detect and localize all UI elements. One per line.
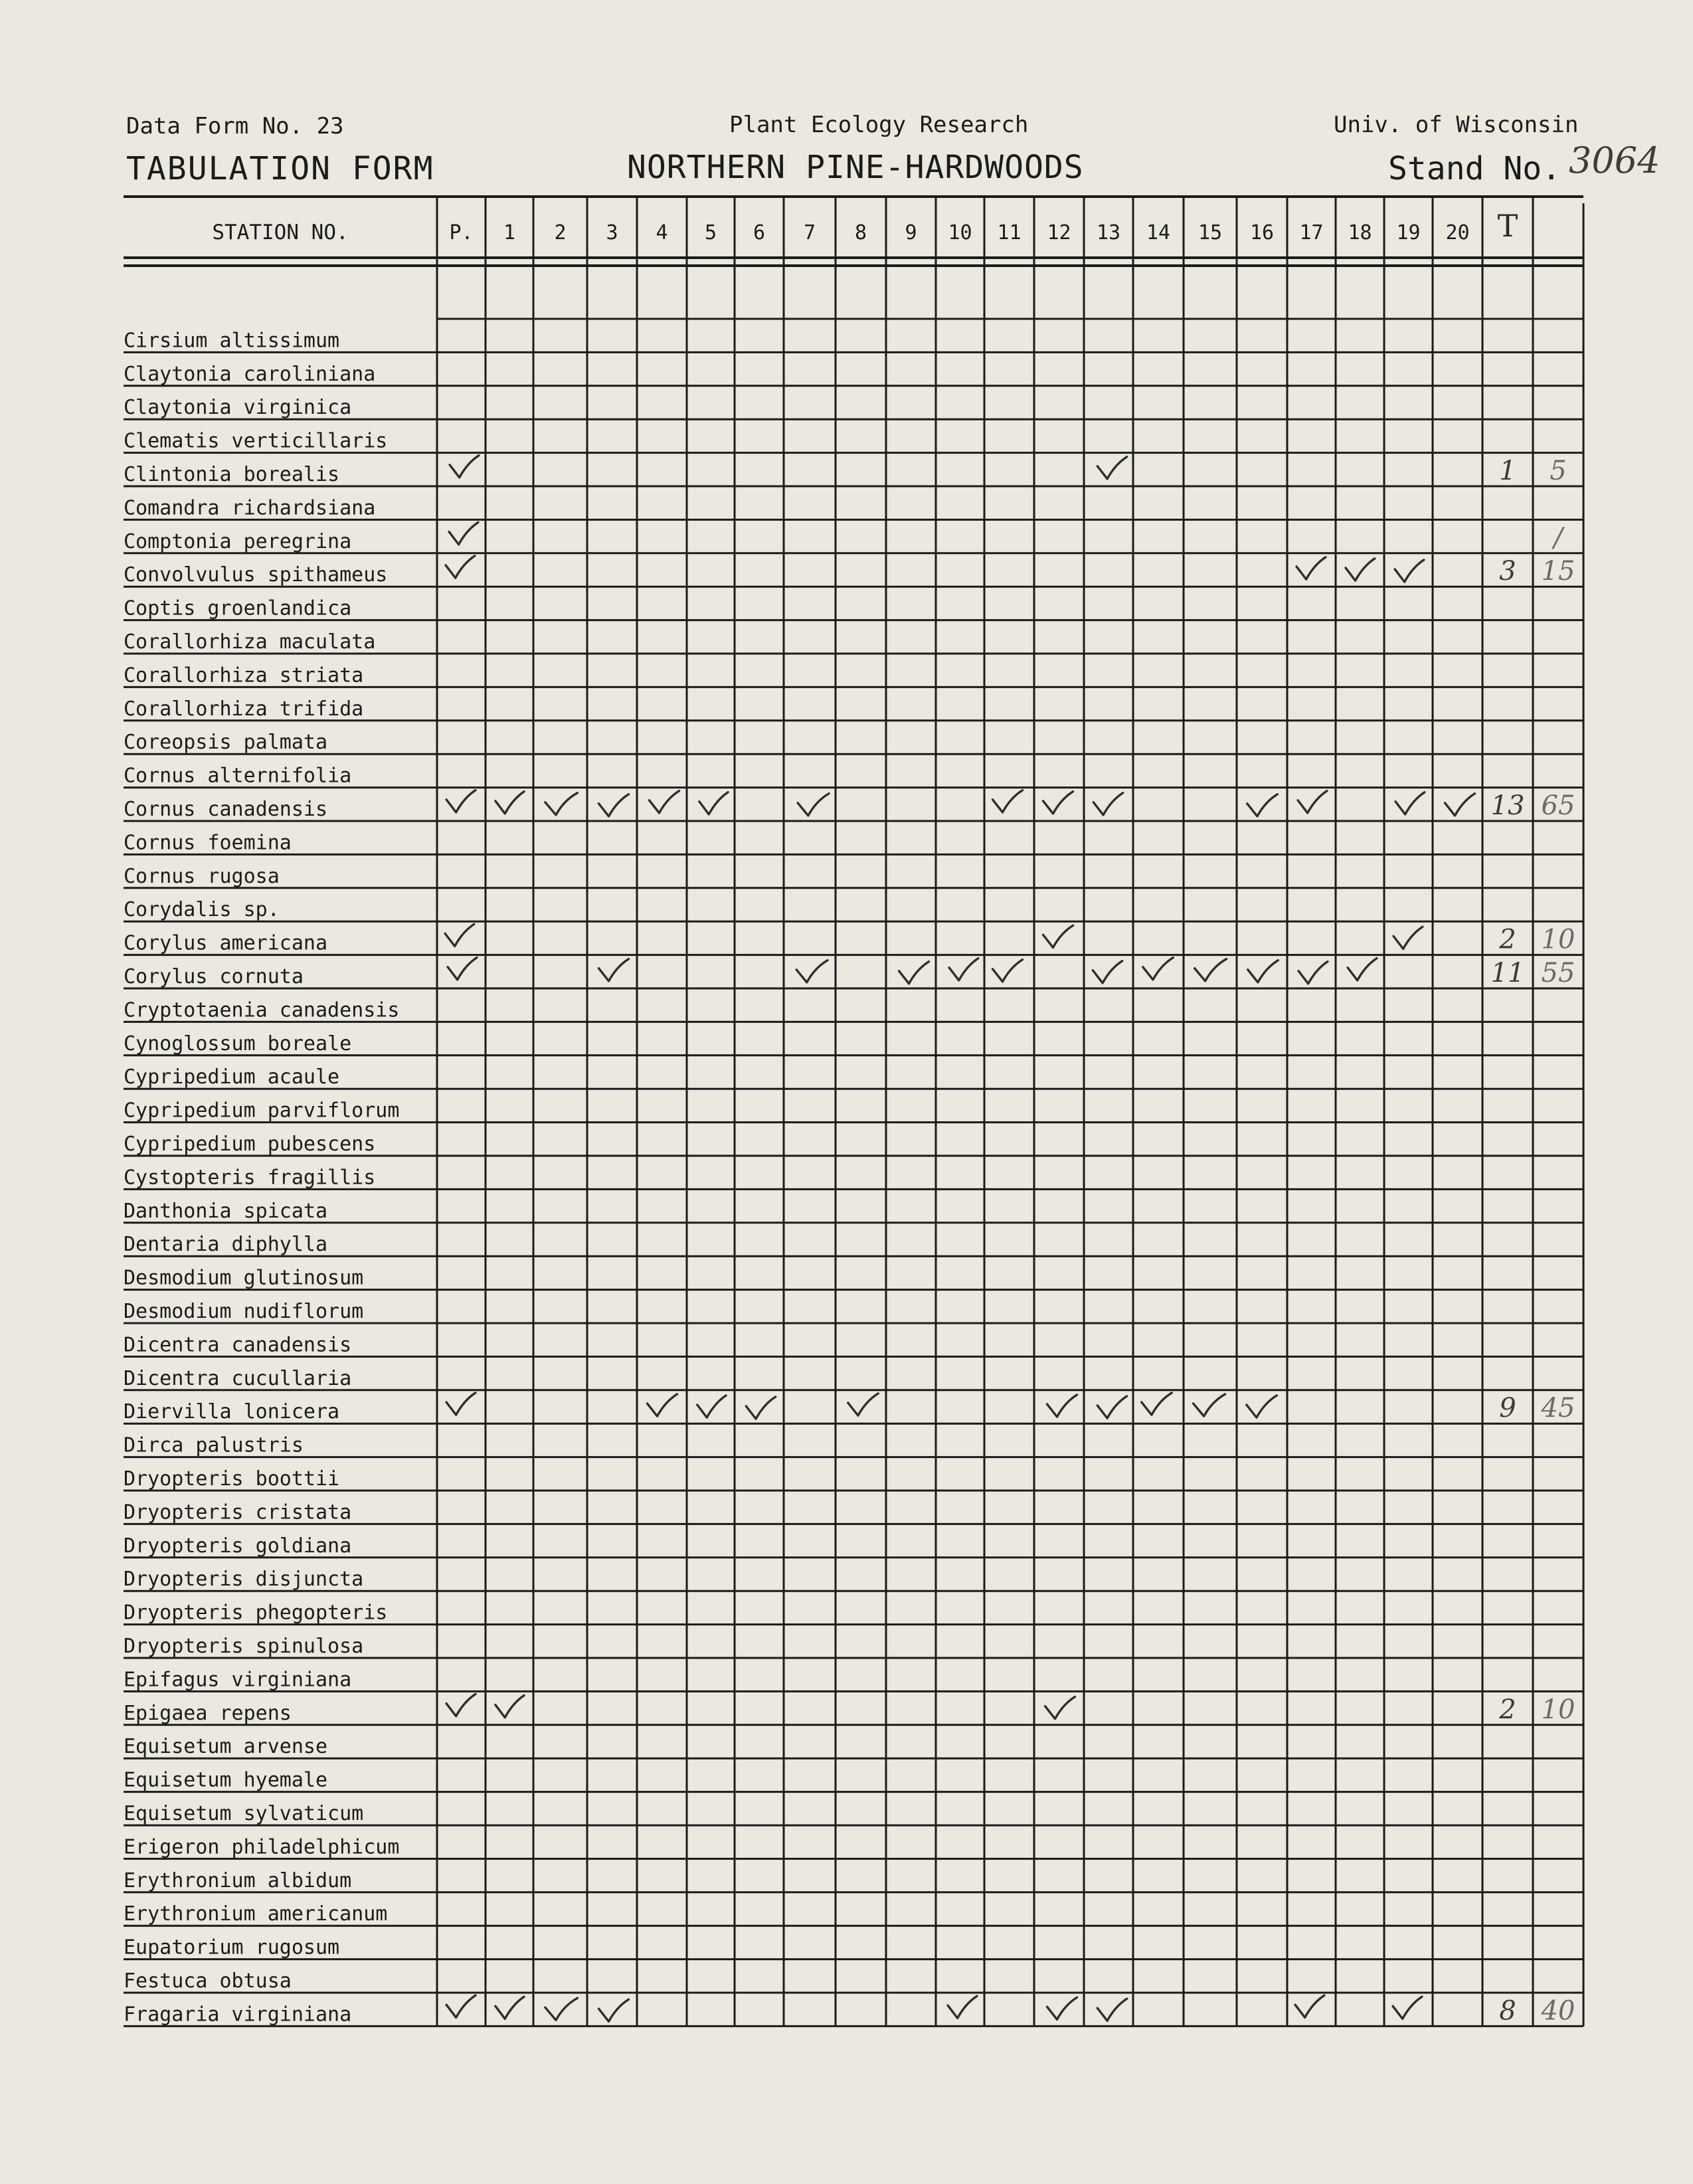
checkmark — [1047, 1997, 1077, 2019]
species-name: Dicentra canadensis — [124, 1333, 352, 1357]
station-col-11: 11 — [997, 221, 1022, 244]
checkmark — [495, 1997, 524, 2019]
species-row — [124, 865, 280, 888]
total-count: 3 — [1499, 556, 1516, 587]
species-row — [124, 556, 1575, 587]
station-col-15: 15 — [1198, 221, 1223, 244]
checkmark — [899, 962, 929, 984]
station-col-18: 18 — [1348, 221, 1372, 244]
species-row — [124, 731, 327, 754]
species-row — [124, 1694, 1575, 1724]
species-row — [124, 1367, 351, 1390]
frequency-percent: 55 — [1541, 958, 1575, 988]
checkmark — [1393, 927, 1423, 949]
frequency-percent: 10 — [1541, 1694, 1575, 1725]
species-name: Comandra richardsiana — [124, 496, 376, 520]
checkmark — [495, 792, 524, 814]
species-row — [124, 1467, 339, 1491]
checkmark — [446, 1995, 476, 2017]
species-name: Clematis verticillaris — [124, 429, 388, 453]
station-col-14: 14 — [1146, 221, 1171, 244]
checkmark — [1395, 792, 1425, 814]
species-row — [124, 998, 399, 1022]
species-row — [124, 1568, 363, 1591]
station-col-20: 20 — [1445, 221, 1470, 244]
species-row — [124, 496, 375, 519]
total-count: 11 — [1490, 958, 1525, 988]
species-row — [124, 1635, 363, 1658]
station-no-label: STATION NO. — [212, 221, 349, 244]
station-col-8: 8 — [854, 221, 867, 244]
species-row — [124, 329, 339, 352]
checkmark — [697, 1396, 726, 1417]
total-count: 2 — [1499, 924, 1516, 955]
station-col-12: 12 — [1047, 221, 1071, 244]
species-row — [124, 430, 387, 453]
species-row — [124, 1936, 339, 1959]
checkmark — [448, 958, 477, 980]
species-row — [124, 1099, 399, 1123]
species-name: Cystopteris fragillis — [124, 1166, 376, 1190]
species-row — [124, 1902, 387, 1926]
species-name: Claytonia caroliniana — [124, 362, 376, 386]
station-col-10: 10 — [948, 221, 972, 244]
checkmark — [949, 958, 978, 980]
species-name: Equisetum hyemale — [124, 1768, 328, 1792]
stand-label: Stand No. — [1388, 150, 1561, 187]
species-name: Erythronium americanum — [124, 1902, 388, 1926]
checkmark — [1093, 961, 1122, 983]
species-name: Corallorhiza trifida — [124, 697, 364, 721]
checkmark — [1348, 958, 1377, 980]
species-name: Corydalis sp. — [124, 898, 280, 922]
total-count: 9 — [1499, 1393, 1516, 1424]
species-name: Cypripedium pubescens — [124, 1133, 376, 1156]
species-row — [124, 1601, 387, 1625]
species-row — [124, 597, 351, 620]
checkmark — [1097, 1396, 1126, 1418]
station-col-P: P. — [449, 221, 474, 244]
total-count: 8 — [1499, 1995, 1516, 2027]
checkmark — [798, 794, 829, 816]
species-row — [124, 1735, 327, 1758]
station-col-19: 19 — [1396, 221, 1421, 244]
total-col-label: T — [1497, 208, 1518, 244]
species-name: Cornus canadensis — [124, 798, 328, 821]
species-name: Eupatorium rugosum — [124, 1936, 340, 1959]
species-row — [124, 790, 1575, 821]
species-name: Comptonia peregrina — [124, 529, 352, 553]
species-name: Equisetum arvense — [124, 1735, 328, 1759]
checkmark — [1045, 1696, 1075, 1718]
species-name: Corylus cornuta — [124, 965, 304, 988]
station-col-5: 5 — [704, 221, 717, 244]
station-col-2: 2 — [554, 221, 567, 244]
frequency-percent: 10 — [1541, 924, 1575, 955]
checkmark — [1445, 794, 1475, 816]
species-name: Cryptotaenia canadensis — [124, 998, 400, 1022]
frequency-percent: 65 — [1541, 790, 1575, 821]
checkmark — [699, 792, 728, 814]
species-row — [124, 898, 280, 921]
total-count: 2 — [1499, 1694, 1516, 1725]
species-row — [124, 1065, 339, 1089]
checkmark — [1298, 962, 1328, 984]
checkmark — [599, 794, 629, 816]
species-name: Dryopteris boottii — [124, 1467, 340, 1491]
species-name: Epigaea repens — [124, 1701, 292, 1725]
checkmark — [1142, 1393, 1172, 1415]
station-col-13: 13 — [1096, 221, 1121, 244]
species-row — [124, 1835, 399, 1859]
species-name: Cornus alternifolia — [124, 764, 352, 788]
species-name: Claytonia virginica — [124, 396, 352, 420]
frequency-percent: / — [1554, 522, 1563, 553]
species-row — [124, 1133, 375, 1156]
species-name: Coreopsis palmata — [124, 731, 328, 755]
species-name: Desmodium nudiflorum — [124, 1300, 364, 1323]
checkmark — [446, 790, 476, 812]
species-row — [124, 1434, 304, 1457]
research-heading: Plant Ecology Research — [729, 112, 1029, 138]
checkmark — [495, 1695, 524, 1717]
checkmark — [1043, 925, 1073, 947]
species-name: Cypripedium parviflorum — [124, 1099, 400, 1123]
form-title: TABULATION FORM — [126, 150, 434, 187]
species-row — [124, 1233, 327, 1256]
checkmark — [599, 959, 629, 981]
species-row — [124, 924, 1575, 955]
frequency-percent: 15 — [1541, 556, 1575, 587]
checkmark — [446, 1694, 476, 1716]
species-row — [124, 1969, 292, 1993]
species-name: Epifagus virginiana — [124, 1668, 352, 1692]
checkmark — [1195, 959, 1227, 981]
species-name: Festuca obtusa — [124, 1969, 292, 1993]
checkmark — [1395, 560, 1424, 582]
station-col-3: 3 — [606, 221, 618, 244]
checkmark — [446, 556, 475, 578]
checkmark — [848, 1394, 879, 1415]
checkmark — [545, 793, 578, 815]
frequency-percent: 40 — [1541, 1995, 1575, 2027]
checkmark — [450, 456, 479, 478]
frequency-percent: 5 — [1550, 456, 1567, 486]
species-row — [124, 1995, 1575, 2026]
species-name: Dryopteris phegopteris — [124, 1601, 388, 1625]
species-name: Corallorhiza striata — [124, 664, 364, 687]
species-name: Dryopteris cristata — [124, 1501, 352, 1524]
species-name: Coptis groenlandica — [124, 596, 352, 620]
station-col-7: 7 — [803, 221, 816, 244]
checkmark — [1295, 1995, 1324, 2017]
checkmark — [1043, 792, 1073, 814]
station-col-16: 16 — [1249, 221, 1275, 244]
form-subtitle: NORTHERN PINE-HARDWOODS — [627, 149, 1084, 186]
species-row — [124, 1300, 363, 1323]
checkmark — [1393, 1997, 1422, 2019]
species-name: Cornus foemina — [124, 831, 292, 855]
checkmark — [948, 1996, 977, 2018]
total-count: 1 — [1499, 456, 1516, 486]
species-name: Desmodium glutinosum — [124, 1266, 364, 1290]
checkmark — [1194, 1394, 1225, 1416]
total-count: 13 — [1490, 790, 1525, 821]
species-name: Dryopteris disjuncta — [124, 1568, 364, 1592]
species-row — [124, 831, 292, 854]
species-name: Erythronium albidum — [124, 1868, 352, 1892]
species-row — [124, 522, 1565, 553]
species-row — [124, 1166, 375, 1189]
checkmark — [446, 1393, 476, 1415]
checkmark — [746, 1397, 775, 1419]
checkmark — [796, 960, 828, 982]
checkmark — [993, 790, 1023, 812]
checkmark — [1093, 793, 1122, 815]
species-name: Convolvulus spithameus — [124, 563, 388, 587]
checkmark — [1047, 1395, 1077, 1417]
station-col-6: 6 — [753, 221, 766, 244]
checkmark — [599, 1999, 629, 2021]
form-number: Data Form No. 23 — [126, 113, 344, 139]
species-row — [124, 1200, 327, 1223]
species-row — [124, 1769, 327, 1792]
species-name: Dirca palustris — [124, 1433, 304, 1457]
checkmark — [993, 960, 1023, 982]
species-name: Clintonia borealis — [124, 463, 340, 486]
checkmark — [650, 791, 679, 813]
species-name: Erigeron philadelphicum — [124, 1835, 400, 1859]
checkmark — [445, 924, 474, 946]
checkmark — [449, 522, 478, 544]
species-name: Dryopteris spinulosa — [124, 1635, 364, 1658]
checkmark — [1097, 457, 1126, 479]
species-name: Cirsium altissimum — [124, 329, 340, 353]
checkmark — [1346, 559, 1375, 581]
checkmark — [648, 1394, 677, 1416]
species-row — [124, 363, 375, 386]
species-name: Corylus americana — [124, 931, 328, 955]
species-row — [124, 630, 375, 654]
species-row — [124, 1393, 1575, 1423]
species-name: Diervilla lonicera — [124, 1400, 340, 1424]
species-row — [124, 456, 1567, 486]
species-row — [124, 1333, 351, 1356]
checkmark — [1298, 791, 1327, 813]
checkmark — [545, 1998, 578, 2020]
species-row — [124, 1802, 363, 1825]
species-name: Cornus rugosa — [124, 864, 280, 888]
university-heading: Univ. of Wisconsin — [1334, 112, 1579, 138]
species-row — [124, 958, 1575, 988]
species-name: Dentaria diphylla — [124, 1233, 328, 1257]
frequency-percent: 45 — [1541, 1393, 1575, 1424]
checkmark — [1248, 960, 1279, 982]
checkmark — [1296, 557, 1326, 579]
stand-number: 3064 — [1569, 139, 1660, 181]
checkmark — [1097, 1999, 1126, 2021]
checkmark — [1247, 1396, 1277, 1417]
species-name: Equisetum sylvaticum — [124, 1802, 364, 1825]
species-row — [124, 765, 351, 788]
species-row — [124, 1501, 351, 1524]
species-name: Cynoglossum boreale — [124, 1032, 352, 1055]
species-name: Corallorhiza maculata — [124, 630, 376, 654]
station-col-1: 1 — [503, 221, 516, 244]
station-col-17: 17 — [1299, 221, 1324, 244]
species-row — [124, 1267, 363, 1290]
species-row — [124, 664, 363, 687]
species-row — [124, 697, 363, 721]
species-row — [124, 1032, 351, 1055]
species-name: Fragaria virginiana — [124, 2003, 352, 2027]
species-name: Cypripedium acaule — [124, 1065, 340, 1089]
species-row — [124, 1534, 351, 1558]
species-row — [124, 396, 351, 419]
species-name: Dryopteris goldiana — [124, 1534, 352, 1558]
station-col-9: 9 — [905, 221, 917, 244]
station-col-4: 4 — [656, 221, 668, 244]
species-row — [124, 1668, 351, 1691]
checkmark — [1247, 794, 1278, 816]
checkmark — [1143, 958, 1174, 980]
species-name: Dicentra cucullaria — [124, 1366, 352, 1390]
species-name: Danthonia spicata — [124, 1199, 328, 1223]
species-row — [124, 1869, 351, 1892]
